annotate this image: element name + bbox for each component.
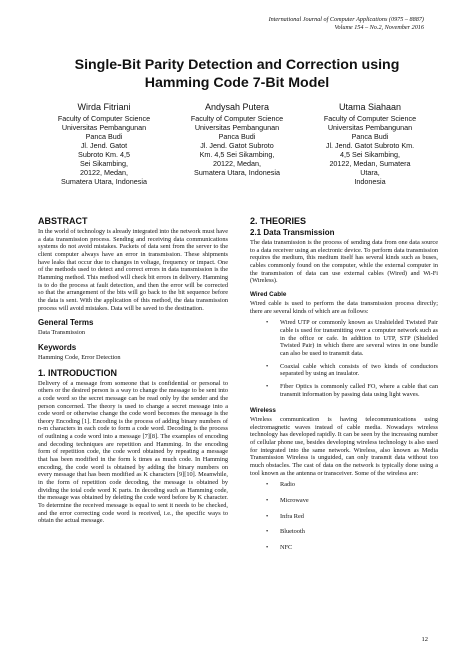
affiliation-line: Faculty of Computer Science <box>57 114 151 123</box>
keywords-heading: Keywords <box>38 342 77 352</box>
affiliation-line: Universitas Pembangunan <box>194 123 280 132</box>
keywords-text: Hamming Code, Error Detection <box>38 353 121 361</box>
list-item: • Bluetooth <box>280 528 438 536</box>
journal-volume: Volume 154 – No.2, November 2016 <box>334 24 424 31</box>
wired-cable-heading: Wired Cable <box>250 290 287 298</box>
wireless-list <box>250 481 438 551</box>
list-item: • Microwave <box>280 497 438 505</box>
affiliation-line: Panca Budi <box>218 132 256 141</box>
general-terms-text: Data Transmission <box>38 329 86 337</box>
introduction-text: Delivery of a message from someone that is confidential or personal to others or the desired person is a way to change the message to be sent into a code word so the secret message can be read only by the sender and the person concerned. The theory is used to change a secret message into a code word or otherwise change the code word becomes the message is the theory Encoding [1]. Encoding is the process of adding binary numbers of n-m characters in each code to form a code word. Decoding is the process of outlining a code word into a message [7][8]. The examples of encoding and decoding techniques are repetition and Hamming. In the encoding form of repetition code, the code word obtained by repeating a message that has been modified in the form k times as much code. In Hamming encoding, the code word is obtained by adding the binary numbers on every message that has been modified as K characters [9][10]. Meanwhile, in the form of repetition code decoding, the message is obtained by dividing the total code word K parts. In decoding such as Hamming code, the message was obtained by deleting the code word before by K character. To determine the received message is equal to sent it needs to be checked, and the error correcting code word is received, i.e., the specific ways to obtain the actual message. <box>38 379 228 525</box>
author-1 <box>40 101 168 186</box>
list-item: • Wired UTP or commonly known as Unshielded Twisted Pair cable is used for transmitting over a computer network such as in the office or cafe. In addition to UTP, STP (Shielded Twisted Pair) in which there are several wires in one bundle can also be used to transmit data. <box>280 319 438 357</box>
title-line-1: Single-Bit Parity Detection and Correction using <box>74 57 400 73</box>
right-column <box>250 216 438 560</box>
affiliation-line: Faculty of Computer Science <box>323 114 417 123</box>
title-line-2: Hamming Code 7-Bit Model <box>144 75 330 91</box>
data-transmission-heading: 2.1 Data Transmission <box>250 228 335 237</box>
theories-heading: 2. THEORIES <box>250 216 307 226</box>
affiliation-line: Jl. Jend. Gatot <box>80 141 128 150</box>
affiliation-line: Panca Budi <box>351 132 389 141</box>
list-item: • Coaxial cable which consists of two kinds of conductors separated by using an insulator. <box>280 363 438 378</box>
affiliation-line: Indonesia <box>354 177 386 186</box>
author-name: Utama Siahaan <box>338 102 402 112</box>
page-number: 12 <box>421 636 428 643</box>
affiliation-line: 20122, Medan, <box>80 168 128 177</box>
affiliation-line: Subroto Km. 4,5 <box>78 150 130 159</box>
list-item: • Radio <box>280 481 438 489</box>
affiliation-line: Jl. Jend. Gatot Subroto <box>200 141 274 150</box>
list-item: • NFC <box>280 544 438 552</box>
affiliation-line: Km. 4,5 Sei Sikambing, <box>199 150 275 159</box>
affiliation-line: Sumatera Utara, Indonesia <box>194 168 280 177</box>
abstract-heading: ABSTRACT <box>38 216 88 226</box>
affiliation-line: 20122, Medan, <box>213 159 261 168</box>
journal-name: International Journal of Computer Applications (0975 – 8887) <box>268 16 424 23</box>
affiliation-line: 20122, Medan, Sumatera <box>329 159 411 168</box>
affiliation-line: Utara, <box>360 168 380 177</box>
journal-header <box>269 16 424 32</box>
list-item: • Fiber Optics is commonly called FO, where a cable that can transmit information by passing data using light waves. <box>280 383 438 398</box>
affiliation-line: Panca Budi <box>85 132 123 141</box>
affiliation-line: 4,5 Sei Sikambing, <box>340 150 400 159</box>
data-transmission-text: The data transmission is the process of sending data from one data source to a data receiver using an electronic device. To perform data transmission requires the medium, this medium itself has several kinds such as buses, cables commonly found on the computer, while the external computer in the transmission of data can use external cables (Wired) and Wi-Fi (Wireless). <box>250 239 438 285</box>
affiliation-line: Universitas Pembangunan <box>61 123 147 132</box>
wireless-heading: Wireless <box>250 407 276 415</box>
left-column <box>38 216 228 525</box>
introduction-heading: 1. INTRODUCTION <box>38 367 118 378</box>
list-item: • Infra Red <box>280 513 438 521</box>
wired-cable-list <box>250 319 438 398</box>
author-block <box>40 101 434 186</box>
author-name: Andysah Putera <box>204 102 270 112</box>
author-name: Wirda Fitriani <box>77 102 131 112</box>
wireless-text: Wireless communication is having telecommunications using electromagnetic waves instead of cable media. Nowadays wireless technology has developed rapidly. It can be seen by the increasing number of cellular phone use, besides developing wireless technology is also used for integrated into the same network. Wireless, also known as Media Transmission Wireless is unguided, can only transmit data without too much obstacles. The cast of data on the network is typically done using a tool known as the antenna or transceiver. Some of the wireless are: <box>250 416 438 477</box>
affiliation-line: Faculty of Computer Science <box>190 114 284 123</box>
affiliation-line: Jl. Jend. Gatot Subroto Km. <box>325 141 415 150</box>
affiliation-line: Universitas Pembangunan <box>327 123 413 132</box>
general-terms-heading: General Terms <box>38 318 94 328</box>
affiliation-line: Sei Sikambing, <box>80 159 128 168</box>
wired-cable-text: Wired cable is used to perform the data transmission process directly; there are several kinds of which are as follows: <box>250 299 438 315</box>
abstract-text: In the world of technology is already integrated into the network must have a data transmission process. Sending and receiving data communications systems do not avoid mistakes. Packets of data sent from the server to the client computer always have an error in transmission. These shipments have leaks that occur due to changes in voltage, frequency or impact. One of the methods used to detect and correct errors in data transmission is the Hamming method. This method will check bit errors in delivery. Hamming is to do the process at fault detection, and then the error will be corrected so that the arrangement of the bits will go back to the bit sequence before the data is sent. With the application of this method, the data transmission process will avoid mistakes. Data will be saved to the destination. <box>38 228 228 312</box>
author-2 <box>173 101 301 186</box>
paper-title <box>30 56 444 92</box>
affiliation-line: Sumatera Utara, Indonesia <box>61 177 147 186</box>
author-3 <box>306 101 434 186</box>
